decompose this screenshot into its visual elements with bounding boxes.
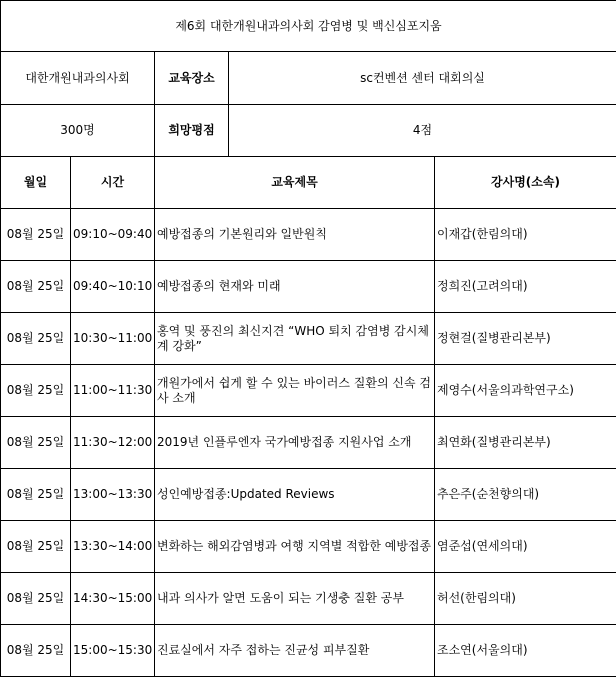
row-speaker: 이재갑(한림의대) xyxy=(435,209,616,261)
row-time: 10:30~11:00 xyxy=(71,313,155,365)
row-time: 13:00~13:30 xyxy=(71,469,155,521)
table-row xyxy=(1,365,616,417)
row-speaker: 허선(한림의대) xyxy=(435,573,616,625)
row-topic: 개원가에서 쉽게 할 수 있는 바이러스 질환의 신속 검사 소개 xyxy=(155,365,435,417)
row-time: 14:30~15:00 xyxy=(71,573,155,625)
venue-label: 교육장소 xyxy=(155,52,229,105)
row-topic: 진료실에서 자주 접하는 진균성 피부질환 xyxy=(155,625,435,677)
row-date: 08월 25일 xyxy=(1,469,71,521)
header-date: 월일 xyxy=(1,157,71,209)
row-topic: 성인예방접종:Updated Reviews xyxy=(155,469,435,521)
table-row xyxy=(1,521,616,573)
table-row xyxy=(1,417,616,469)
event-title: 제6회 대한개원내과의사회 감염병 및 백신심포지움 xyxy=(1,1,616,52)
row-date: 08월 25일 xyxy=(1,417,71,469)
row-date: 08월 25일 xyxy=(1,573,71,625)
row-time: 11:30~12:00 xyxy=(71,417,155,469)
row-topic: 홍역 및 풍진의 최신지견 “WHO 퇴치 감염병 감시체계 강화” xyxy=(155,313,435,365)
row-topic: 예방접종의 기본원리와 일반원칙 xyxy=(155,209,435,261)
organizer: 대한개원내과의사회 xyxy=(1,52,155,105)
row-speaker: 정희진(고려의대) xyxy=(435,261,616,313)
row-date: 08월 25일 xyxy=(1,365,71,417)
row-speaker: 제영수(서울의과학연구소) xyxy=(435,365,616,417)
table-row xyxy=(1,313,616,365)
row-topic: 변화하는 해외감염병과 여행 지역별 적합한 예방접종 xyxy=(155,521,435,573)
row-time: 11:00~11:30 xyxy=(71,365,155,417)
row-speaker: 최연화(질병관리본부) xyxy=(435,417,616,469)
table-row xyxy=(1,209,616,261)
table-row xyxy=(1,261,616,313)
row-date: 08월 25일 xyxy=(1,313,71,365)
credit-value: 4점 xyxy=(229,105,616,157)
credit-label: 희망평점 xyxy=(155,105,229,157)
header-topic: 교육제목 xyxy=(155,157,435,209)
venue-value: sc컨벤션 센터 대회의실 xyxy=(229,52,616,105)
table-row xyxy=(1,469,616,521)
row-date: 08월 25일 xyxy=(1,209,71,261)
row-time: 13:30~14:00 xyxy=(71,521,155,573)
row-time: 09:40~10:10 xyxy=(71,261,155,313)
row-time: 15:00~15:30 xyxy=(71,625,155,677)
row-speaker: 조소연(서울의대) xyxy=(435,625,616,677)
row-time: 09:10~09:40 xyxy=(71,209,155,261)
row-speaker: 추은주(순천향의대) xyxy=(435,469,616,521)
header-time: 시간 xyxy=(71,157,155,209)
row-date: 08월 25일 xyxy=(1,625,71,677)
row-topic: 2019년 인플루엔자 국가예방접종 지원사업 소개 xyxy=(155,417,435,469)
header-speaker: 강사명(소속) xyxy=(435,157,616,209)
row-date: 08월 25일 xyxy=(1,261,71,313)
row-topic: 예방접종의 현재와 미래 xyxy=(155,261,435,313)
row-speaker: 염준섭(연세의대) xyxy=(435,521,616,573)
capacity: 300명 xyxy=(1,105,155,157)
row-date: 08월 25일 xyxy=(1,521,71,573)
table-row xyxy=(1,573,616,625)
row-topic: 내과 의사가 알면 도움이 되는 기생충 질환 공부 xyxy=(155,573,435,625)
row-speaker: 정현걸(질병관리본부) xyxy=(435,313,616,365)
table-row xyxy=(1,625,616,677)
